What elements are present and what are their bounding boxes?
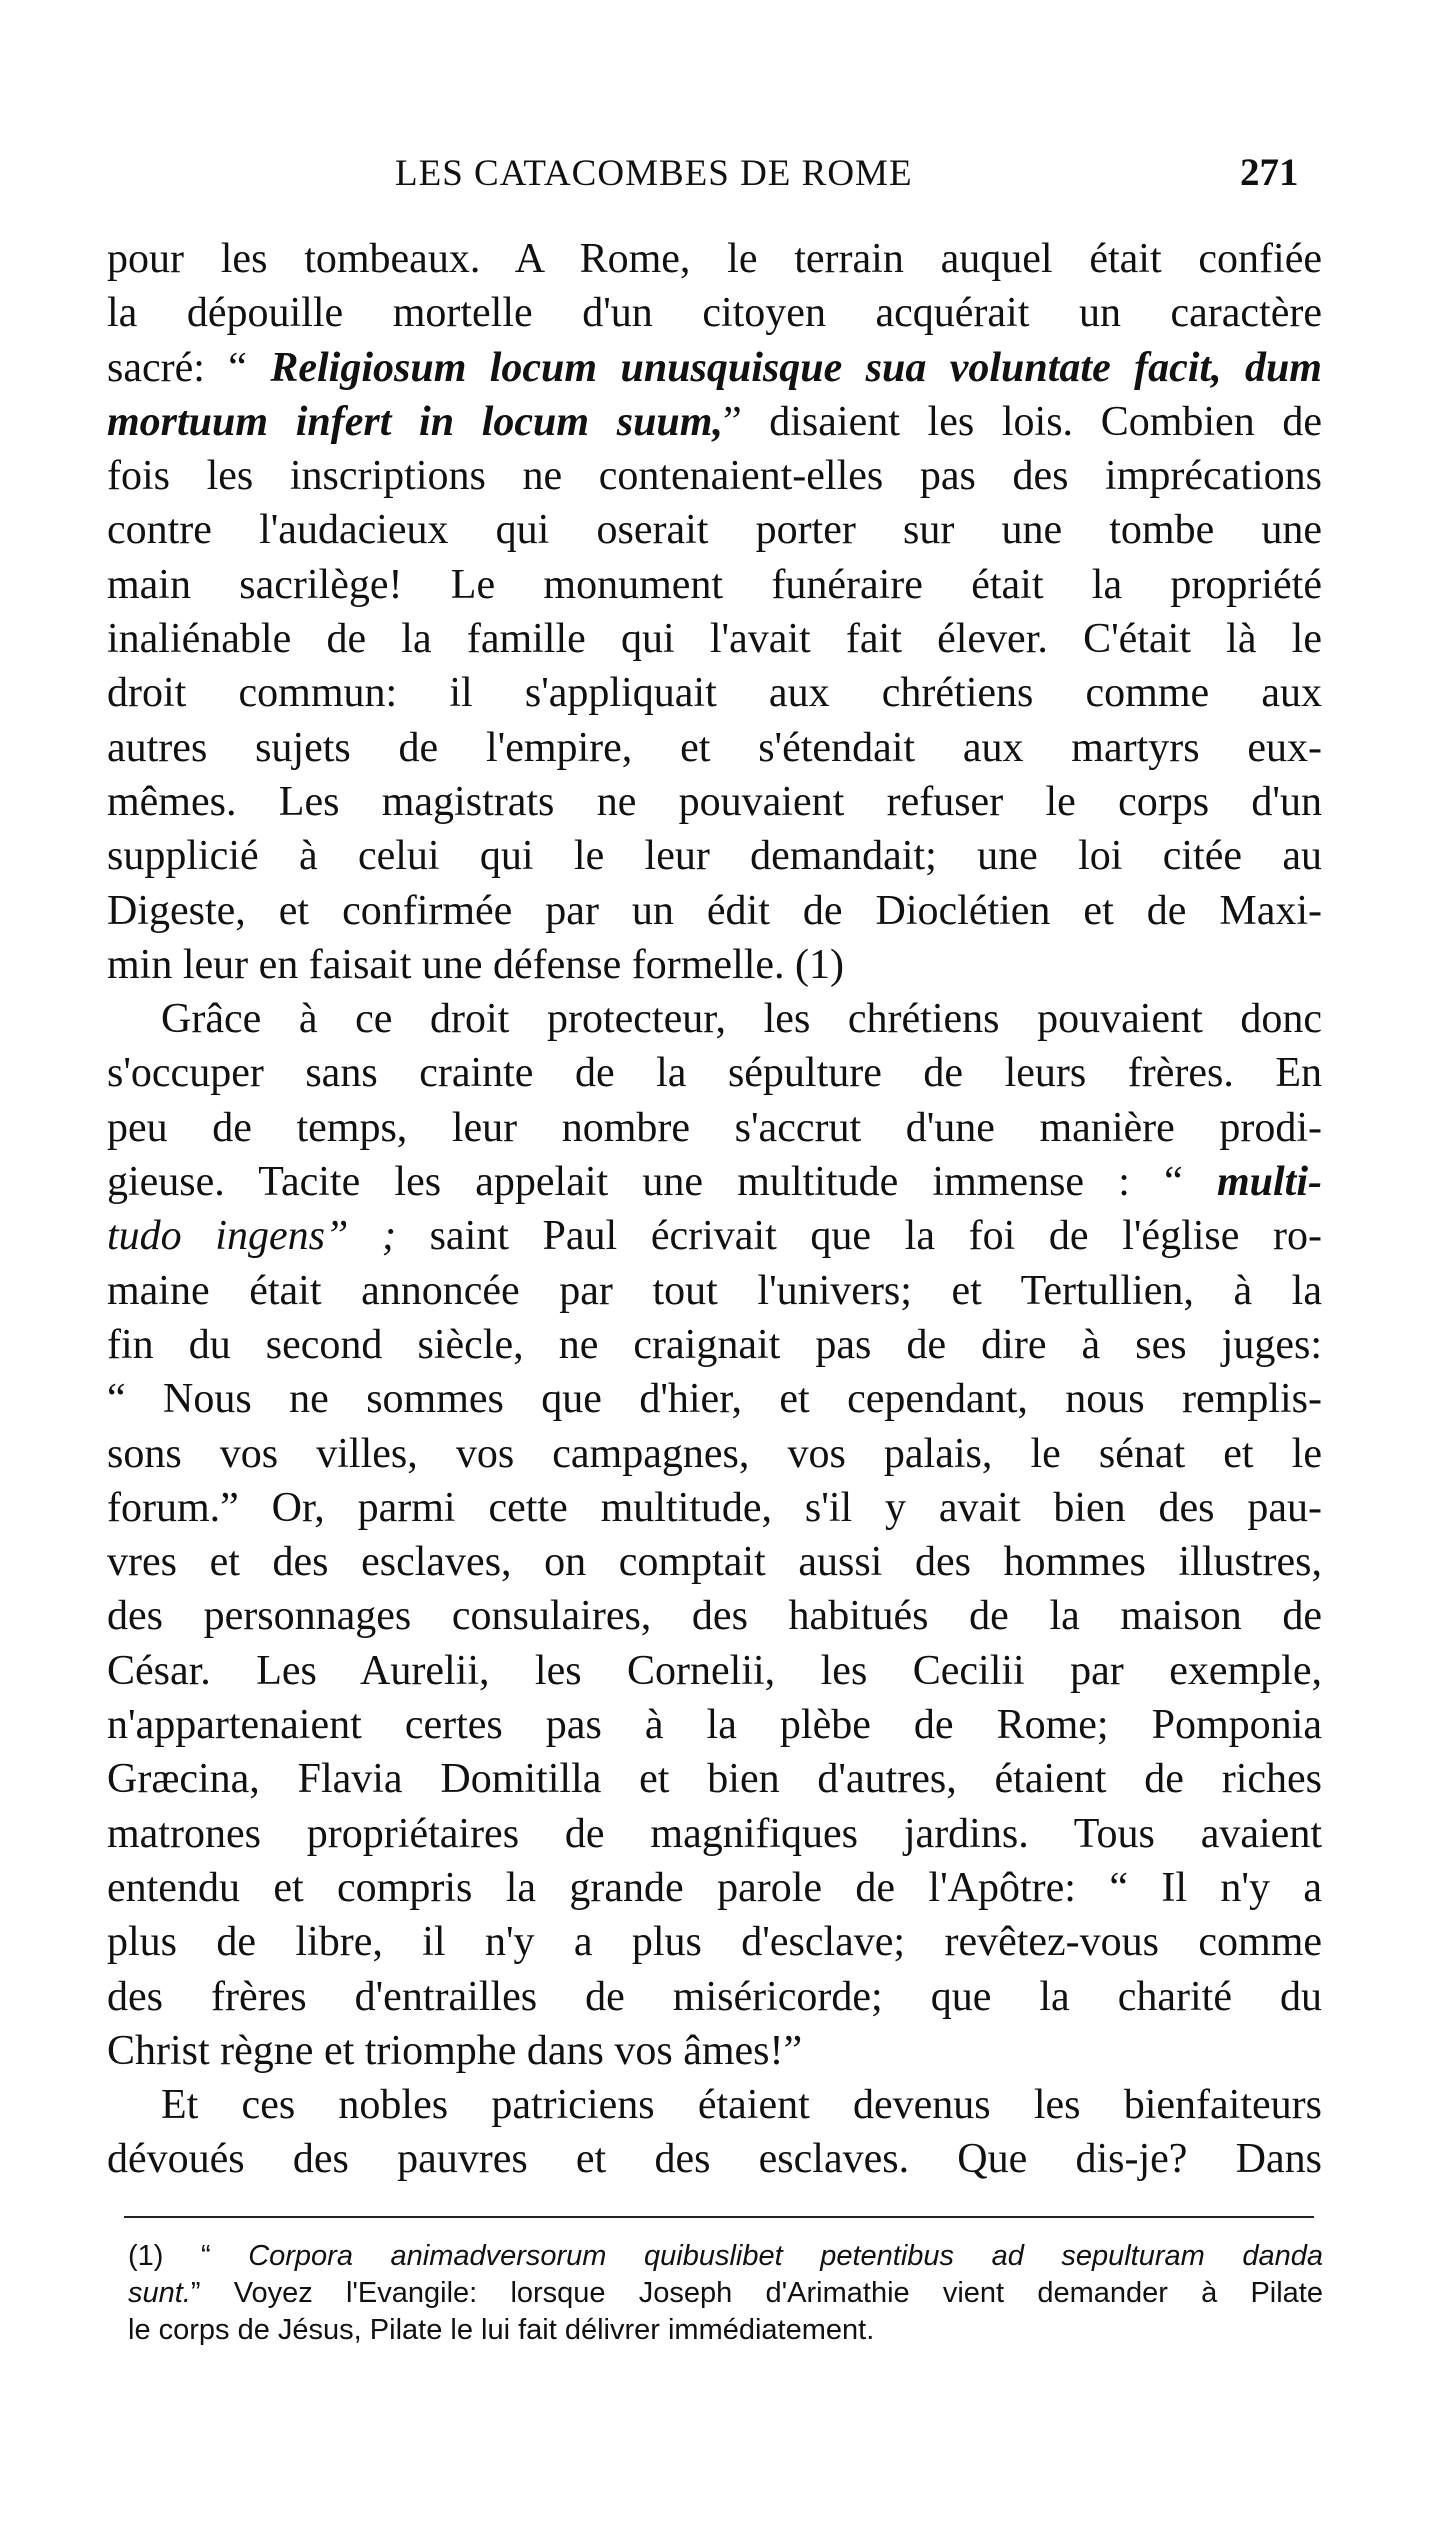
latin-quotation: multi- (1216, 1159, 1322, 1206)
body-text (107, 232, 1322, 2187)
paragraph-start-line: Grâce à ce droit protecteur, les chrétiens pouvaient donc (161, 996, 1322, 1043)
latin-quotation: sunt. (128, 2277, 191, 2309)
text-line: sons vos villes, vos campagnes, vos palais, le sénat et le (107, 1430, 1322, 1477)
text-line: inaliénable de la famille qui l'avait fait élever. C'était là le (107, 616, 1322, 663)
text-line: “ Nous ne sommes que d'hier, et cependant, nous remplis- (107, 1376, 1322, 1423)
paragraph-start-line: Et ces nobles patriciens étaient devenus les bienfaiteurs (161, 2082, 1322, 2129)
text-line (107, 395, 1322, 449)
text-line: droit commun: il s'appliquait aux chrétiens comme aux (107, 670, 1322, 717)
text-line: min leur en faisait une défense formelle. (1) (107, 941, 845, 988)
footnote-line (128, 2275, 1323, 2312)
running-title: LES CATACOMBES DE ROME (395, 153, 913, 194)
latin-quotation: Religiosum locum unusquisque sua voluntate facit, dum (270, 344, 1322, 391)
text-line: peu de temps, leur nombre s'accrut d'une manière prodi- (107, 1104, 1322, 1151)
text-line (107, 1155, 1322, 1209)
text-line: fois les inscriptions ne contenaient-elles pas des imprécations (107, 453, 1322, 500)
text-line: la dépouille mortelle d'un citoyen acquérait un caractère (107, 290, 1322, 337)
text-line: des personnages consulaires, des habitués de la maison de (107, 1593, 1322, 1640)
text-line: dévoués des pauvres et des esclaves. Que dis-je? Dans (107, 2136, 1322, 2183)
footnote-line: le corps de Jésus, Pilate le lui fait délivrer immédiatement. (128, 2314, 875, 2346)
text-run: saint Paul écrivait que la foi de l'église ro- (395, 1213, 1323, 1260)
text-line: main sacrilège! Le monument funéraire était la propriété (107, 561, 1322, 608)
text-line: pour les tombeaux. A Rome, le terrain auquel était confiée (107, 236, 1322, 282)
text-line: supplicié à celui qui le leur demandait; une loi citée au (107, 833, 1322, 880)
text-run: ” Voyez l'Evangile: lorsque Joseph d'Arimathie vient demander à Pilate (190, 2277, 1323, 2309)
text-line: fin du second siècle, ne craignait pas de dire à ses juges: (107, 1321, 1322, 1368)
text-line: mêmes. Les magistrats ne pouvaient refuser le corps d'un (107, 778, 1322, 825)
text-run: gieuse. Tacite les appelait une multitude immense : “ (107, 1159, 1217, 1206)
text-line: entendu et compris la grande parole de l'Apôtre: “ Il n'y a (107, 1864, 1322, 1911)
text-line: Græcina, Flavia Domitilla et bien d'autres, étaient de riches (107, 1756, 1322, 1803)
text-line: vres et des esclaves, on comptait aussi des hommes illustres, (107, 1539, 1322, 1586)
footnote-divider (124, 2216, 1314, 2218)
text-line: Christ règne et triomphe dans vos âmes!” (107, 2027, 803, 2074)
text-run: sacré: “ (107, 344, 271, 391)
text-run: (1) “ (128, 2240, 249, 2272)
text-line: maine était annoncée par tout l'univers; et Tertullien, à la (107, 1267, 1322, 1314)
text-line: matrones propriétaires de magnifiques jardins. Tous avaient (107, 1810, 1322, 1857)
text-line (107, 341, 1322, 395)
text-line: autres sujets de l'empire, et s'étendait aux martyrs eux- (107, 724, 1322, 771)
footnote-line (128, 2238, 1323, 2275)
text-line: forum.” Or, parmi cette multitude, s'il y avait bien des pau- (107, 1484, 1322, 1531)
latin-quotation: Corpora animadversorum quibuslibet petentibus ad sepulturam danda (248, 2240, 1323, 2272)
text-line: contre l'audacieux qui oserait porter sur une tombe une (107, 507, 1322, 554)
text-line: n'appartenaient certes pas à la plèbe de Rome; Pomponia (107, 1702, 1322, 1749)
footnotes (128, 2238, 1323, 2349)
text-line: Digeste, et confirmée par un édit de Dioclétien et de Maxi- (107, 887, 1322, 934)
text-line: des frères d'entrailles de miséricorde; que la charité du (107, 1973, 1322, 2020)
text-line: plus de libre, il n'y a plus d'esclave; revêtez-vous comme (107, 1919, 1322, 1966)
text-line: s'occuper sans crainte de la sépulture de leurs frères. En (107, 1050, 1322, 1097)
text-line: César. Les Aurelii, les Cornelii, les Cecilii par exemple, (107, 1647, 1322, 1694)
text-run: ” disaient les lois. Combien de (722, 398, 1322, 445)
latin-quotation: tudo ingens” ; (107, 1213, 396, 1260)
page-number: 271 (1240, 151, 1299, 194)
latin-quotation: mortuum infert in locum suum, (107, 398, 723, 445)
text-line (107, 1209, 1322, 1263)
